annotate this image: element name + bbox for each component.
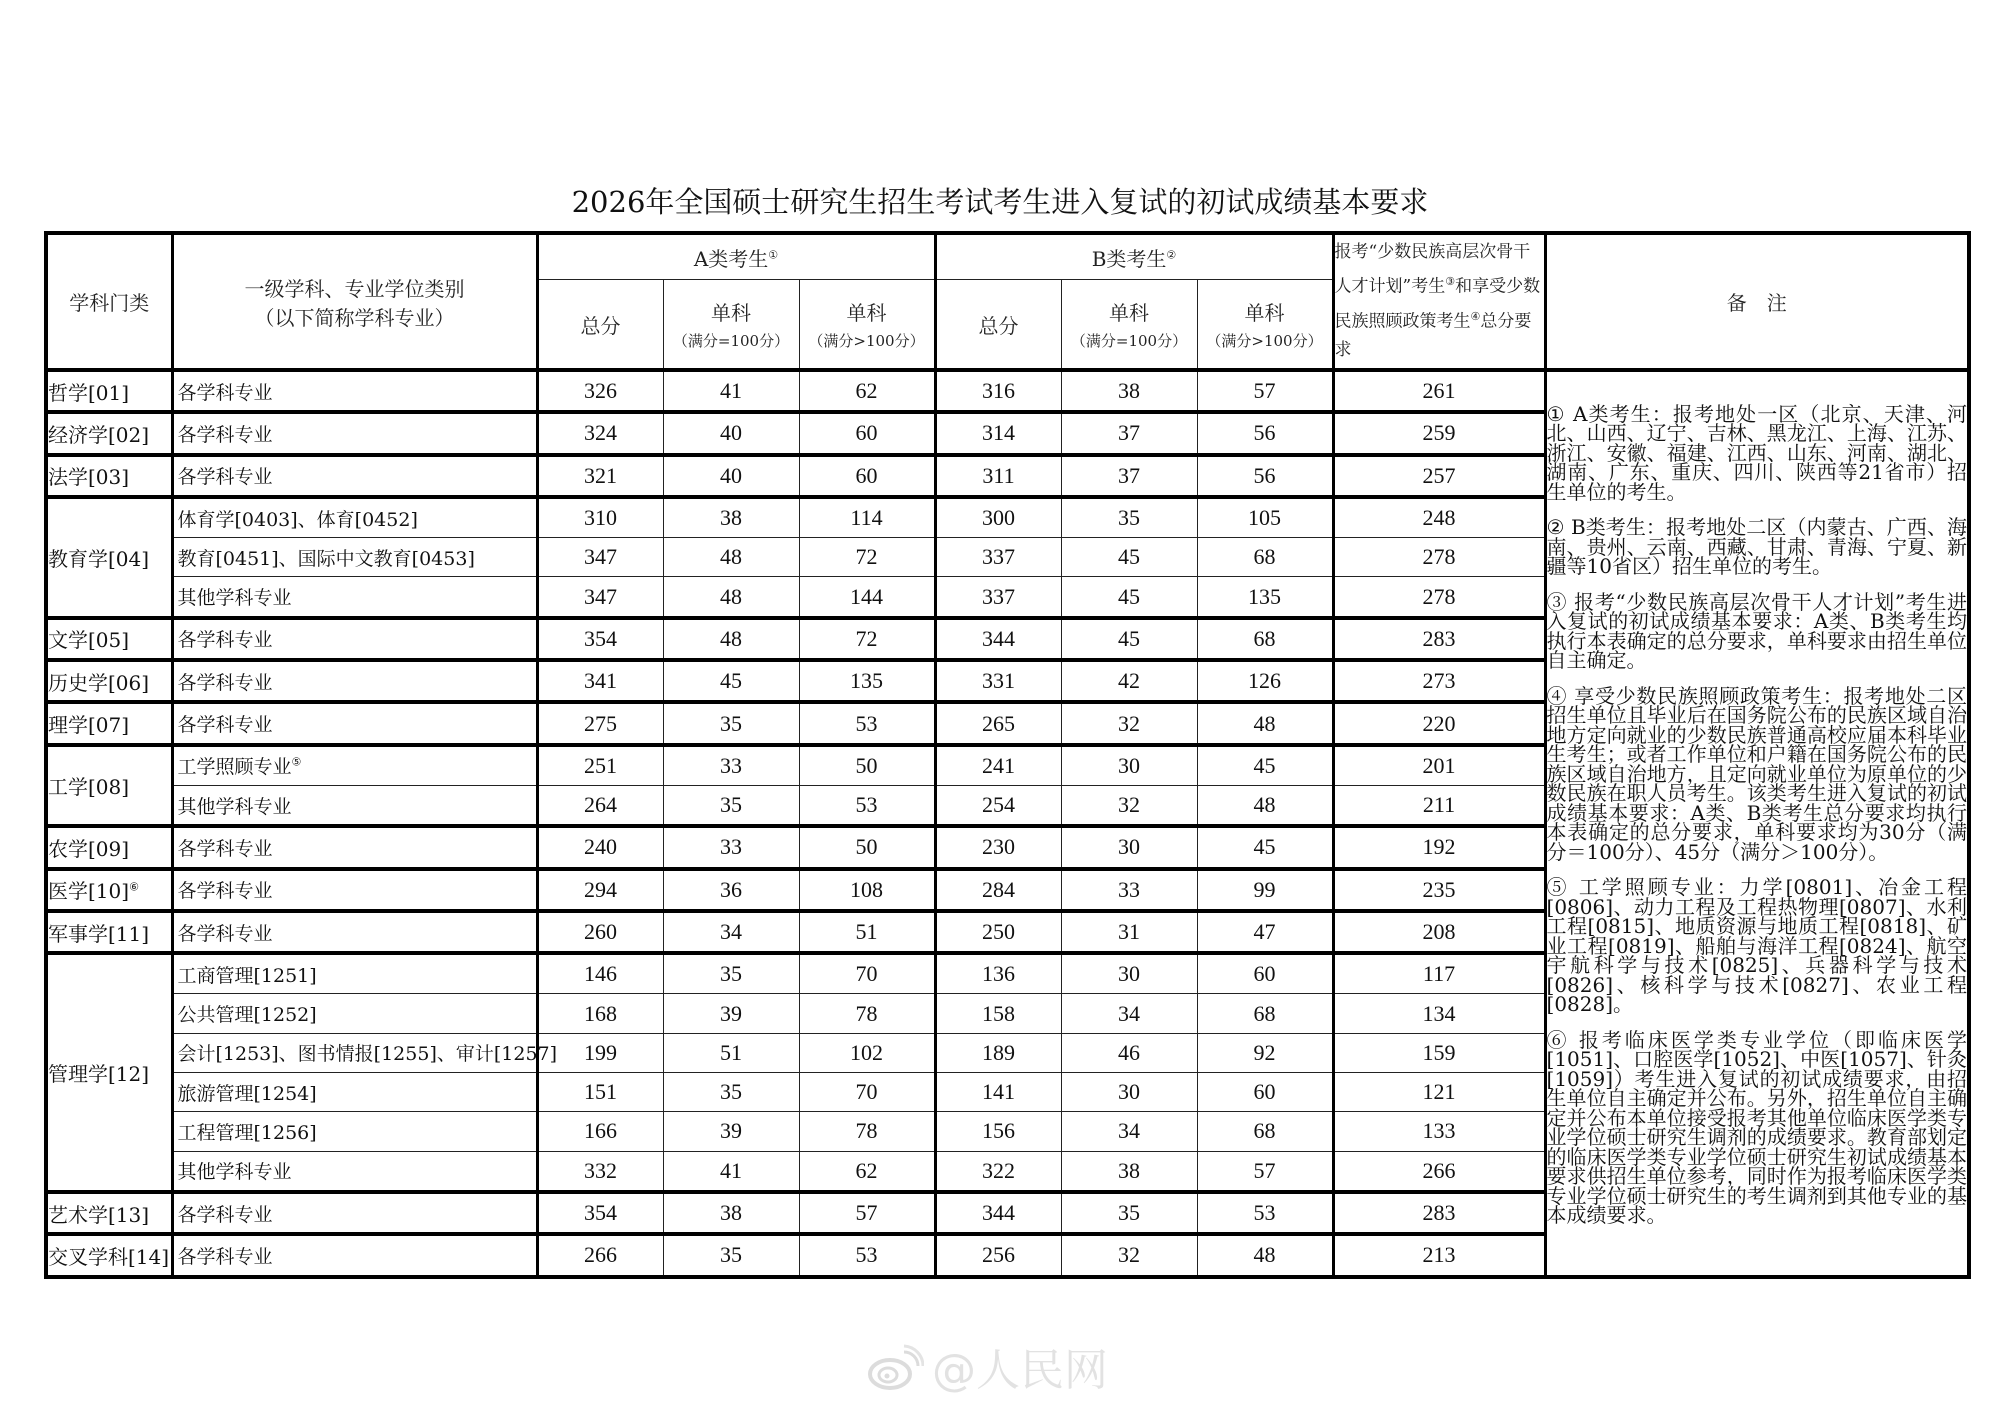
a-total-cell: 168 [537, 994, 663, 1033]
b-total-cell: 156 [935, 1112, 1061, 1151]
b-s100-cell: 35 [1061, 497, 1197, 538]
a-s-gt100-cell: 102 [799, 1033, 935, 1072]
b-s100-cell: 32 [1061, 702, 1197, 744]
header-group-b [935, 233, 1333, 280]
b-s100-cell: 34 [1061, 1112, 1197, 1151]
a-total-cell: 151 [537, 1073, 663, 1112]
discipline-cell [172, 497, 537, 538]
a-total-cell: 354 [537, 1192, 663, 1234]
b-s100-cell: 32 [1061, 1234, 1197, 1276]
b-total-cell: 256 [935, 1234, 1061, 1276]
discipline-label: 公共管理[1252] [177, 1004, 317, 1027]
minority-header-text1: 报考“少数民族高层次骨干人才计划”考生 [1334, 241, 1531, 297]
discipline-label: 各学科专业 [177, 1245, 273, 1268]
discipline-cell [172, 538, 537, 577]
a-s-gt100-cell: 62 [799, 370, 935, 412]
b-s-gt100-cell: 57 [1197, 1151, 1333, 1192]
a-s100-cell: 48 [663, 618, 799, 660]
a-s-gt100-cell: 53 [799, 1234, 935, 1276]
discipline-label: 体育学[0403]、体育[0452] [177, 508, 418, 531]
a-total-cell: 240 [537, 826, 663, 868]
discipline-label: 其他学科专业 [177, 587, 292, 610]
minority-total-cell: 159 [1333, 1033, 1545, 1072]
discipline-cell [172, 455, 537, 497]
category-cell [46, 455, 172, 497]
a-s100-cell: 35 [663, 1234, 799, 1276]
minority-total-cell: 248 [1333, 497, 1545, 538]
minority-total-cell: 117 [1333, 953, 1545, 994]
a-total-cell: 354 [537, 618, 663, 660]
a-total-cell: 146 [537, 953, 663, 994]
category-cell [46, 953, 172, 1192]
a-s100-cell: 33 [663, 745, 799, 786]
header-b-total: 总分 [935, 280, 1061, 371]
category-footnote: ⑥ [129, 880, 139, 894]
b-s-gt100-cell: 53 [1197, 1192, 1333, 1234]
category-cell [46, 497, 172, 618]
a-total-cell: 347 [537, 538, 663, 577]
b-s-gt100-cell: 48 [1197, 785, 1333, 826]
header-remarks: 备 注 [1545, 233, 1969, 370]
a-s-gt100-cell: 144 [799, 577, 935, 618]
minority-total-cell: 273 [1333, 660, 1545, 702]
remark-note-6: ⑥ 报考临床医学类专业学位（即临床医学[1051]、口腔医学[1052]、中医[1057]、针灸[1059]）考生进入复试的初试成绩要求，由招生单位自主确定并公布。另外，招生单位自主确定并公布本单位接受报考其他单位临床医学类专业学位硕士研究生调剂的成绩要求。教育部划定的临床医学类专业学位硕士研究生初试成绩基本要求供招生单位参考，同时作为报考临床医学类专业学位硕士研究生的考生调剂到其他专业的基本成绩要求。 [1546, 1027, 1968, 1228]
remark-note-2: ② B类考生：报考地处二区（内蒙古、广西、海南、贵州、云南、西藏、甘肃、青海、宁夏、新疆等10省区）招生单位的考生。 [1546, 515, 1968, 579]
minority-total-cell: 278 [1333, 538, 1545, 577]
category-label: 教育学[04] [48, 546, 150, 571]
header-discipline-line2: （以下简称学科专业） [254, 305, 455, 330]
b-s-gt100-cell: 99 [1197, 869, 1333, 911]
a-s-gt100-cell: 60 [799, 412, 935, 454]
a-total-cell: 266 [537, 1234, 663, 1276]
a-s100-cell: 45 [663, 660, 799, 702]
discipline-cell [172, 826, 537, 868]
a-s-gt100-cell: 70 [799, 1073, 935, 1112]
discipline-label: 各学科专业 [177, 381, 273, 404]
a-s100-cell: 34 [663, 911, 799, 953]
minority-total-cell: 213 [1333, 1234, 1545, 1276]
b-s100-cell: 33 [1061, 869, 1197, 911]
category-cell [46, 826, 172, 868]
watermark-text: @人民网 [932, 1345, 1108, 1396]
a-s100-cell: 38 [663, 497, 799, 538]
minority-total-cell: 134 [1333, 994, 1545, 1033]
minority-total-cell: 266 [1333, 1151, 1545, 1192]
category-cell [46, 702, 172, 744]
a-total-cell: 321 [537, 455, 663, 497]
b-s-gt100-cell: 48 [1197, 1234, 1333, 1276]
category-cell [46, 745, 172, 827]
a-s100-cell: 35 [663, 702, 799, 744]
discipline-cell [172, 618, 537, 660]
minority-total-cell: 201 [1333, 745, 1545, 786]
single-label: 单科 [846, 301, 887, 325]
minority-header-text2: 和享受少数民族照顾政策考生 [1334, 276, 1541, 332]
a-total-cell: 199 [537, 1033, 663, 1072]
a-s100-cell: 38 [663, 1192, 799, 1234]
header-category: 学科门类 [46, 233, 172, 370]
header-a-single-gt100 [799, 280, 935, 371]
b-s-gt100-cell: 60 [1197, 953, 1333, 994]
category-label: 农学[09] [48, 836, 130, 861]
b-s100-cell: 30 [1061, 745, 1197, 786]
remark-note-4: ④ 享受少数民族照顾政策考生：报考地处二区招生单位且毕业后在国务院公布的民族区域自治地方定向就业的少数民族普通高校应届本科毕业生考生；或者工作单位和户籍在国务院公布的民族区域自治地方，且定向就业单位为原单位的少数民族在职人员考生。该类考生进入复试的初试成绩基本要求：A类、B类考生总分要求均执行本表确定的总分要求，单科要求均为30分（满分＝100分）、45分（满分＞100分）。 [1546, 683, 1968, 864]
category-label: 军事学[11] [48, 921, 150, 946]
a-s100-cell: 41 [663, 370, 799, 412]
group-b-footnote: ② [1166, 247, 1177, 261]
b-s100-cell: 37 [1061, 412, 1197, 454]
discipline-label: 各学科专业 [177, 837, 273, 860]
header-discipline-line1: 一级学科、专业学位类别 [244, 276, 465, 301]
b-s-gt100-cell: 126 [1197, 660, 1333, 702]
a-s-gt100-cell: 72 [799, 618, 935, 660]
header-a-single-100 [663, 280, 799, 371]
discipline-label: 会计[1253]、图书情报[1255]、审计[1257] [177, 1043, 558, 1066]
b-s100-cell: 35 [1061, 1192, 1197, 1234]
single-gt100-label: （满分>100分） [808, 332, 925, 350]
b-s100-cell: 46 [1061, 1033, 1197, 1072]
b-total-cell: 189 [935, 1033, 1061, 1072]
discipline-cell [172, 660, 537, 702]
category-cell [46, 869, 172, 911]
a-s-gt100-cell: 50 [799, 826, 935, 868]
discipline-label: 各学科专业 [177, 423, 273, 446]
discipline-cell [172, 994, 537, 1033]
a-total-cell: 326 [537, 370, 663, 412]
category-label: 理学[07] [48, 713, 130, 738]
b-total-cell: 337 [935, 577, 1061, 618]
remark-note-3: ③ 报考“少数民族高层次骨干人才计划”考生进入复试的初试成绩基本要求：A类、B类考生均执行本表确定的总分要求，单科要求由招生单位自主确定。 [1546, 589, 1968, 673]
discipline-cell [172, 702, 537, 744]
b-s-gt100-cell: 56 [1197, 412, 1333, 454]
minority-total-cell: 257 [1333, 455, 1545, 497]
a-total-cell: 310 [537, 497, 663, 538]
b-s-gt100-cell: 68 [1197, 618, 1333, 660]
b-total-cell: 136 [935, 953, 1061, 994]
a-s100-cell: 39 [663, 994, 799, 1033]
b-s100-cell: 42 [1061, 660, 1197, 702]
a-s100-cell: 41 [663, 1151, 799, 1192]
minority-total-cell: 259 [1333, 412, 1545, 454]
a-s100-cell: 48 [663, 538, 799, 577]
category-cell [46, 660, 172, 702]
discipline-label: 各学科专业 [177, 714, 273, 737]
a-s-gt100-cell: 108 [799, 869, 935, 911]
group-a-footnote: ① [768, 247, 779, 261]
header-a-total: 总分 [537, 280, 663, 371]
a-total-cell: 294 [537, 869, 663, 911]
category-cell [46, 412, 172, 454]
b-total-cell: 337 [935, 538, 1061, 577]
a-s100-cell: 36 [663, 869, 799, 911]
category-cell [46, 618, 172, 660]
discipline-cell [172, 1151, 537, 1192]
discipline-label: 工学照顾专业 [177, 756, 292, 779]
category-label: 医学[10] [48, 879, 130, 904]
discipline-footnote: ⑤ [291, 755, 302, 769]
b-total-cell: 314 [935, 412, 1061, 454]
b-s-gt100-cell: 92 [1197, 1033, 1333, 1072]
category-cell [46, 1192, 172, 1234]
discipline-label: 工商管理[1251] [177, 964, 317, 987]
header-b-single-gt100 [1197, 280, 1333, 371]
b-s100-cell: 45 [1061, 618, 1197, 660]
a-total-cell: 324 [537, 412, 663, 454]
b-s100-cell: 38 [1061, 370, 1197, 412]
a-total-cell: 275 [537, 702, 663, 744]
discipline-cell [172, 577, 537, 618]
b-s-gt100-cell: 68 [1197, 1112, 1333, 1151]
discipline-cell [172, 953, 537, 994]
discipline-label: 各学科专业 [177, 671, 273, 694]
discipline-cell [172, 1234, 537, 1276]
b-total-cell: 331 [935, 660, 1061, 702]
page-title: 2026年全国硕士研究生招生考试考生进入复试的初试成绩基本要求 [571, 185, 1429, 219]
table-row [46, 370, 1969, 412]
b-s100-cell: 45 [1061, 538, 1197, 577]
single-label: 单科 [1109, 301, 1149, 325]
minority-total-cell: 283 [1333, 1192, 1545, 1234]
single-label: 单科 [1244, 301, 1285, 325]
a-total-cell: 341 [537, 660, 663, 702]
b-total-cell: 230 [935, 826, 1061, 868]
b-total-cell: 311 [935, 455, 1061, 497]
a-total-cell: 347 [537, 577, 663, 618]
a-s-gt100-cell: 53 [799, 785, 935, 826]
discipline-cell [172, 785, 537, 826]
header-discipline [172, 233, 537, 370]
discipline-cell [172, 370, 537, 412]
b-total-cell: 250 [935, 911, 1061, 953]
b-s-gt100-cell: 60 [1197, 1073, 1333, 1112]
group-a-label: A类考生 [693, 246, 769, 271]
single-gt100-label: （满分>100分） [1206, 332, 1323, 350]
discipline-label: 工程管理[1256] [177, 1121, 317, 1144]
a-s100-cell: 48 [663, 577, 799, 618]
category-label: 艺术学[13] [48, 1202, 150, 1227]
b-s100-cell: 31 [1061, 911, 1197, 953]
a-s-gt100-cell: 72 [799, 538, 935, 577]
minority-total-cell: 211 [1333, 785, 1545, 826]
minority-total-cell: 261 [1333, 370, 1545, 412]
category-label: 历史学[06] [48, 670, 150, 695]
category-cell [46, 911, 172, 953]
a-s-gt100-cell: 53 [799, 702, 935, 744]
discipline-label: 各学科专业 [177, 922, 273, 945]
minority-total-cell: 133 [1333, 1112, 1545, 1151]
discipline-label: 旅游管理[1254] [177, 1082, 317, 1105]
discipline-cell [172, 869, 537, 911]
a-s-gt100-cell: 78 [799, 994, 935, 1033]
remarks-cell [1545, 370, 1969, 1277]
a-s100-cell: 35 [663, 1073, 799, 1112]
a-s-gt100-cell: 78 [799, 1112, 935, 1151]
minority-total-cell: 220 [1333, 702, 1545, 744]
b-s-gt100-cell: 45 [1197, 826, 1333, 868]
single-label: 单科 [711, 301, 751, 325]
discipline-cell [172, 911, 537, 953]
b-s-gt100-cell: 68 [1197, 994, 1333, 1033]
b-total-cell: 265 [935, 702, 1061, 744]
b-s100-cell: 38 [1061, 1151, 1197, 1192]
footnote-3: ③ [1445, 274, 1456, 288]
discipline-cell [172, 1033, 558, 1072]
minority-total-cell: 121 [1333, 1073, 1545, 1112]
category-cell [46, 370, 172, 412]
discipline-label: 各学科专业 [177, 466, 273, 489]
minority-total-cell: 283 [1333, 618, 1545, 660]
minority-total-cell: 235 [1333, 869, 1545, 911]
category-label: 文学[05] [48, 628, 130, 653]
a-s100-cell: 40 [663, 412, 799, 454]
a-s-gt100-cell: 60 [799, 455, 935, 497]
a-s-gt100-cell: 51 [799, 911, 935, 953]
a-total-cell: 166 [537, 1112, 663, 1151]
a-s-gt100-cell: 62 [799, 1151, 935, 1192]
discipline-cell [172, 412, 537, 454]
discipline-label: 各学科专业 [177, 880, 273, 903]
weibo-icon [868, 1344, 924, 1388]
minority-total-cell: 208 [1333, 911, 1545, 953]
discipline-label: 其他学科专业 [177, 795, 292, 818]
category-label: 管理学[12] [48, 1062, 150, 1087]
discipline-cell [172, 1192, 537, 1234]
b-s-gt100-cell: 47 [1197, 911, 1333, 953]
category-label: 交叉学科[14] [48, 1244, 170, 1269]
discipline-cell [172, 1112, 537, 1151]
a-s100-cell: 39 [663, 1112, 799, 1151]
group-b-label: B类考生 [1091, 246, 1167, 271]
b-s100-cell: 34 [1061, 994, 1197, 1033]
header-b-single-100 [1061, 280, 1197, 371]
b-total-cell: 322 [935, 1151, 1061, 1192]
a-total-cell: 264 [537, 785, 663, 826]
a-s100-cell: 35 [663, 953, 799, 994]
discipline-label: 各学科专业 [177, 629, 273, 652]
b-s100-cell: 30 [1061, 953, 1197, 994]
discipline-cell [172, 745, 537, 786]
a-total-cell: 251 [537, 745, 663, 786]
b-total-cell: 344 [935, 618, 1061, 660]
header-group-a [537, 233, 935, 280]
b-s100-cell: 30 [1061, 826, 1197, 868]
b-s-gt100-cell: 56 [1197, 455, 1333, 497]
header-minority-total [1333, 233, 1545, 370]
discipline-cell [172, 1073, 537, 1112]
a-s-gt100-cell: 50 [799, 745, 935, 786]
minority-total-cell: 192 [1333, 826, 1545, 868]
category-label: 经济学[02] [48, 422, 150, 447]
a-s-gt100-cell: 114 [799, 497, 935, 538]
a-s-gt100-cell: 57 [799, 1192, 935, 1234]
discipline-label: 其他学科专业 [177, 1161, 292, 1184]
b-s-gt100-cell: 68 [1197, 538, 1333, 577]
b-s-gt100-cell: 57 [1197, 370, 1333, 412]
category-label: 工学[08] [48, 774, 130, 799]
a-s100-cell: 35 [663, 785, 799, 826]
b-s100-cell: 37 [1061, 455, 1197, 497]
a-s-gt100-cell: 135 [799, 660, 935, 702]
b-total-cell: 344 [935, 1192, 1061, 1234]
b-total-cell: 158 [935, 994, 1061, 1033]
a-s100-cell: 51 [663, 1033, 799, 1072]
b-total-cell: 284 [935, 869, 1061, 911]
remark-note-1: ① A类考生：报考地处一区（北京、天津、河北、山西、辽宁、吉林、黑龙江、上海、江苏、浙江、安徽、福建、江西、山东、河南、湖北、湖南、广东、重庆、四川、陕西等21省市）招生单位的考生。 [1546, 401, 1968, 504]
b-total-cell: 316 [935, 370, 1061, 412]
b-s-gt100-cell: 48 [1197, 702, 1333, 744]
b-s-gt100-cell: 135 [1197, 577, 1333, 618]
b-total-cell: 254 [935, 785, 1061, 826]
minority-header-text3: 总分要求 [1334, 311, 1532, 361]
category-cell [46, 1234, 172, 1276]
b-s-gt100-cell: 45 [1197, 745, 1333, 786]
b-s100-cell: 45 [1061, 577, 1197, 618]
a-total-cell: 332 [537, 1151, 663, 1192]
b-total-cell: 300 [935, 497, 1061, 538]
remark-note-5: ⑤ 工学照顾专业：力学[0801]、冶金工程[0806]、动力工程及工程热物理[0807]、水利工程[0815]、地质资源与地质工程[0818]、矿业工程[0819]、船舶与海洋工程[0824]、航空宇航科学与技术[0825]、兵器科学与技术[0826]、核科学与技术[0827]、农业工程[0828]。 [1546, 875, 1968, 1017]
a-total-cell: 260 [537, 911, 663, 953]
a-s-gt100-cell: 70 [799, 953, 935, 994]
single-eq100-label: （满分=100分） [1070, 332, 1188, 350]
score-requirements-table [44, 231, 1971, 1279]
b-total-cell: 241 [935, 745, 1061, 786]
b-s-gt100-cell: 105 [1197, 497, 1333, 538]
minority-total-cell: 278 [1333, 577, 1545, 618]
b-total-cell: 141 [935, 1073, 1061, 1112]
category-label: 哲学[01] [48, 380, 130, 405]
a-s100-cell: 33 [663, 826, 799, 868]
a-s100-cell: 40 [663, 455, 799, 497]
discipline-label: 教育[0451]、国际中文教育[0453] [177, 547, 475, 570]
single-eq100-label: （满分=100分） [672, 332, 790, 350]
category-label: 法学[03] [48, 465, 130, 490]
b-s100-cell: 32 [1061, 785, 1197, 826]
watermark [868, 1336, 1108, 1396]
footnote-4: ④ [1470, 309, 1481, 323]
b-s100-cell: 30 [1061, 1073, 1197, 1112]
discipline-label: 各学科专业 [177, 1203, 273, 1226]
